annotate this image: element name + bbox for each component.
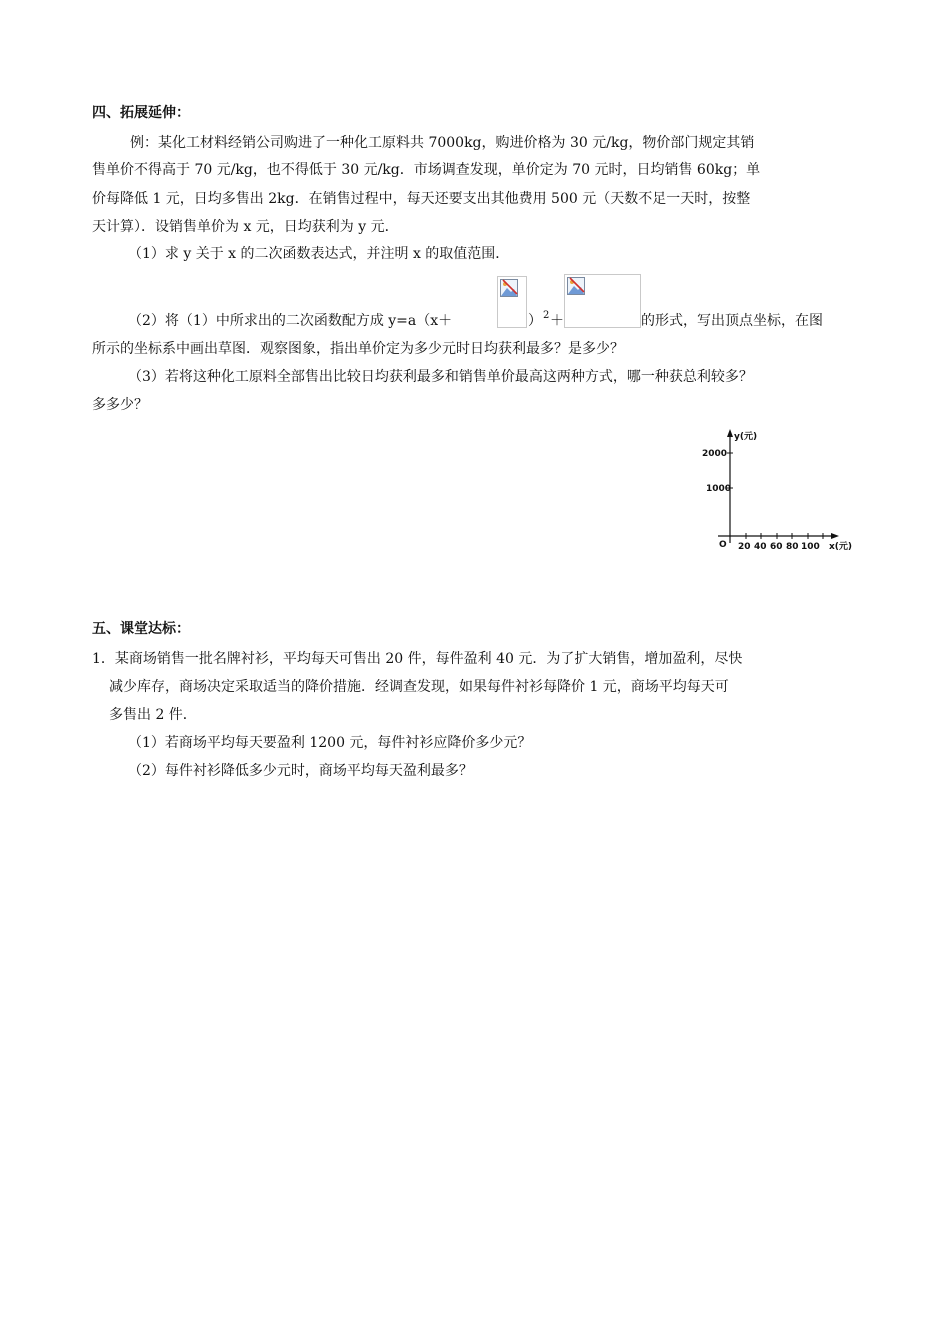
broken-image-placeholder — [497, 276, 527, 328]
coordinate-system — [700, 425, 870, 555]
x-axis-arrow — [831, 533, 839, 539]
x-tick-label: 60 — [770, 542, 783, 552]
origin-label: O — [719, 540, 727, 550]
section-5-heading: 五、课堂达标： — [92, 621, 190, 637]
broken-image-placeholder — [564, 274, 641, 328]
question-2-line-2: 所示的坐标系中画出草图．观察图象，指出单价定为多少元时日均获利最多？是多少？ — [92, 341, 624, 357]
x-tick-label: 20 — [738, 542, 751, 552]
square-exponent: 2 — [543, 310, 550, 321]
question-2-part-2: ） — [528, 313, 542, 329]
problem-1-question-1: （1）若商场平均每天要盈利 1200 元，每件衬衫应降价多少元？ — [128, 735, 532, 751]
broken-image-icon — [500, 279, 518, 297]
question-2-part-4: 的形式，写出顶点坐标，在图 — [641, 313, 823, 329]
problem-1-line-3: 多售出 2 件． — [109, 707, 197, 723]
section-4-heading: 四、拓展延伸： — [92, 105, 190, 121]
example-line-3: 价每降低 1 元，日均多售出 2kg．在销售过程中，每天还要支出其他费用 500 元（天数不足一天时，按整 — [92, 191, 751, 207]
x-tick-label: 100 — [801, 542, 820, 552]
y-tick-label: 1000 — [706, 484, 732, 494]
example-line-1: 例：某化工材料经销公司购进了一种化工原料共 7000kg，购进价格为 30 元/kg，物价部门规定其销 — [130, 135, 755, 151]
x-axis-label: x(元) — [829, 542, 853, 552]
example-line-4: 天计算）．设销售单价为 x 元，日均获利为 y 元． — [92, 219, 399, 235]
problem-1-line-1: 1．某商场销售一批名牌衬衫，平均每天可售出 20 件，每件盈利 40 元．为了扩大销售，增加盈利，尽快 — [92, 651, 743, 667]
x-tick-label: 80 — [786, 542, 799, 552]
question-3-line-1: （3）若将这种化工原料全部售出比较日均获利最多和销售单价最高这两种方式，哪一种获总利较多？ — [128, 369, 753, 385]
question-2-part-1: （2）将（1）中所求出的二次函数配方成 y=a（x＋ — [128, 313, 453, 329]
broken-image-icon — [567, 277, 585, 295]
question-2-part-3: ＋ — [550, 313, 564, 329]
y-tick-label: 2000 — [702, 449, 728, 459]
x-tick-label: 40 — [754, 542, 767, 552]
example-line-2: 售单价不得高于 70 元/kg，也不得低于 30 元/kg．市场调查发现，单价定为 70 元时，日均销售 60kg；单 — [92, 162, 761, 178]
problem-1-question-2: （2）每件衬衫降低多少元时，商场平均每天盈利最多？ — [128, 763, 473, 779]
y-axis-label: y(元) — [734, 432, 758, 442]
y-axis-arrow — [727, 429, 733, 437]
question-1: （1）求 y 关于 x 的二次函数表达式，并注明 x 的取值范围． — [128, 246, 510, 262]
problem-1-line-2: 减少库存，商场决定采取适当的降价措施．经调查发现，如果每件衬衫每降价 1 元，商场平均每天可 — [109, 679, 729, 695]
question-3-line-2: 多多少？ — [92, 397, 148, 413]
